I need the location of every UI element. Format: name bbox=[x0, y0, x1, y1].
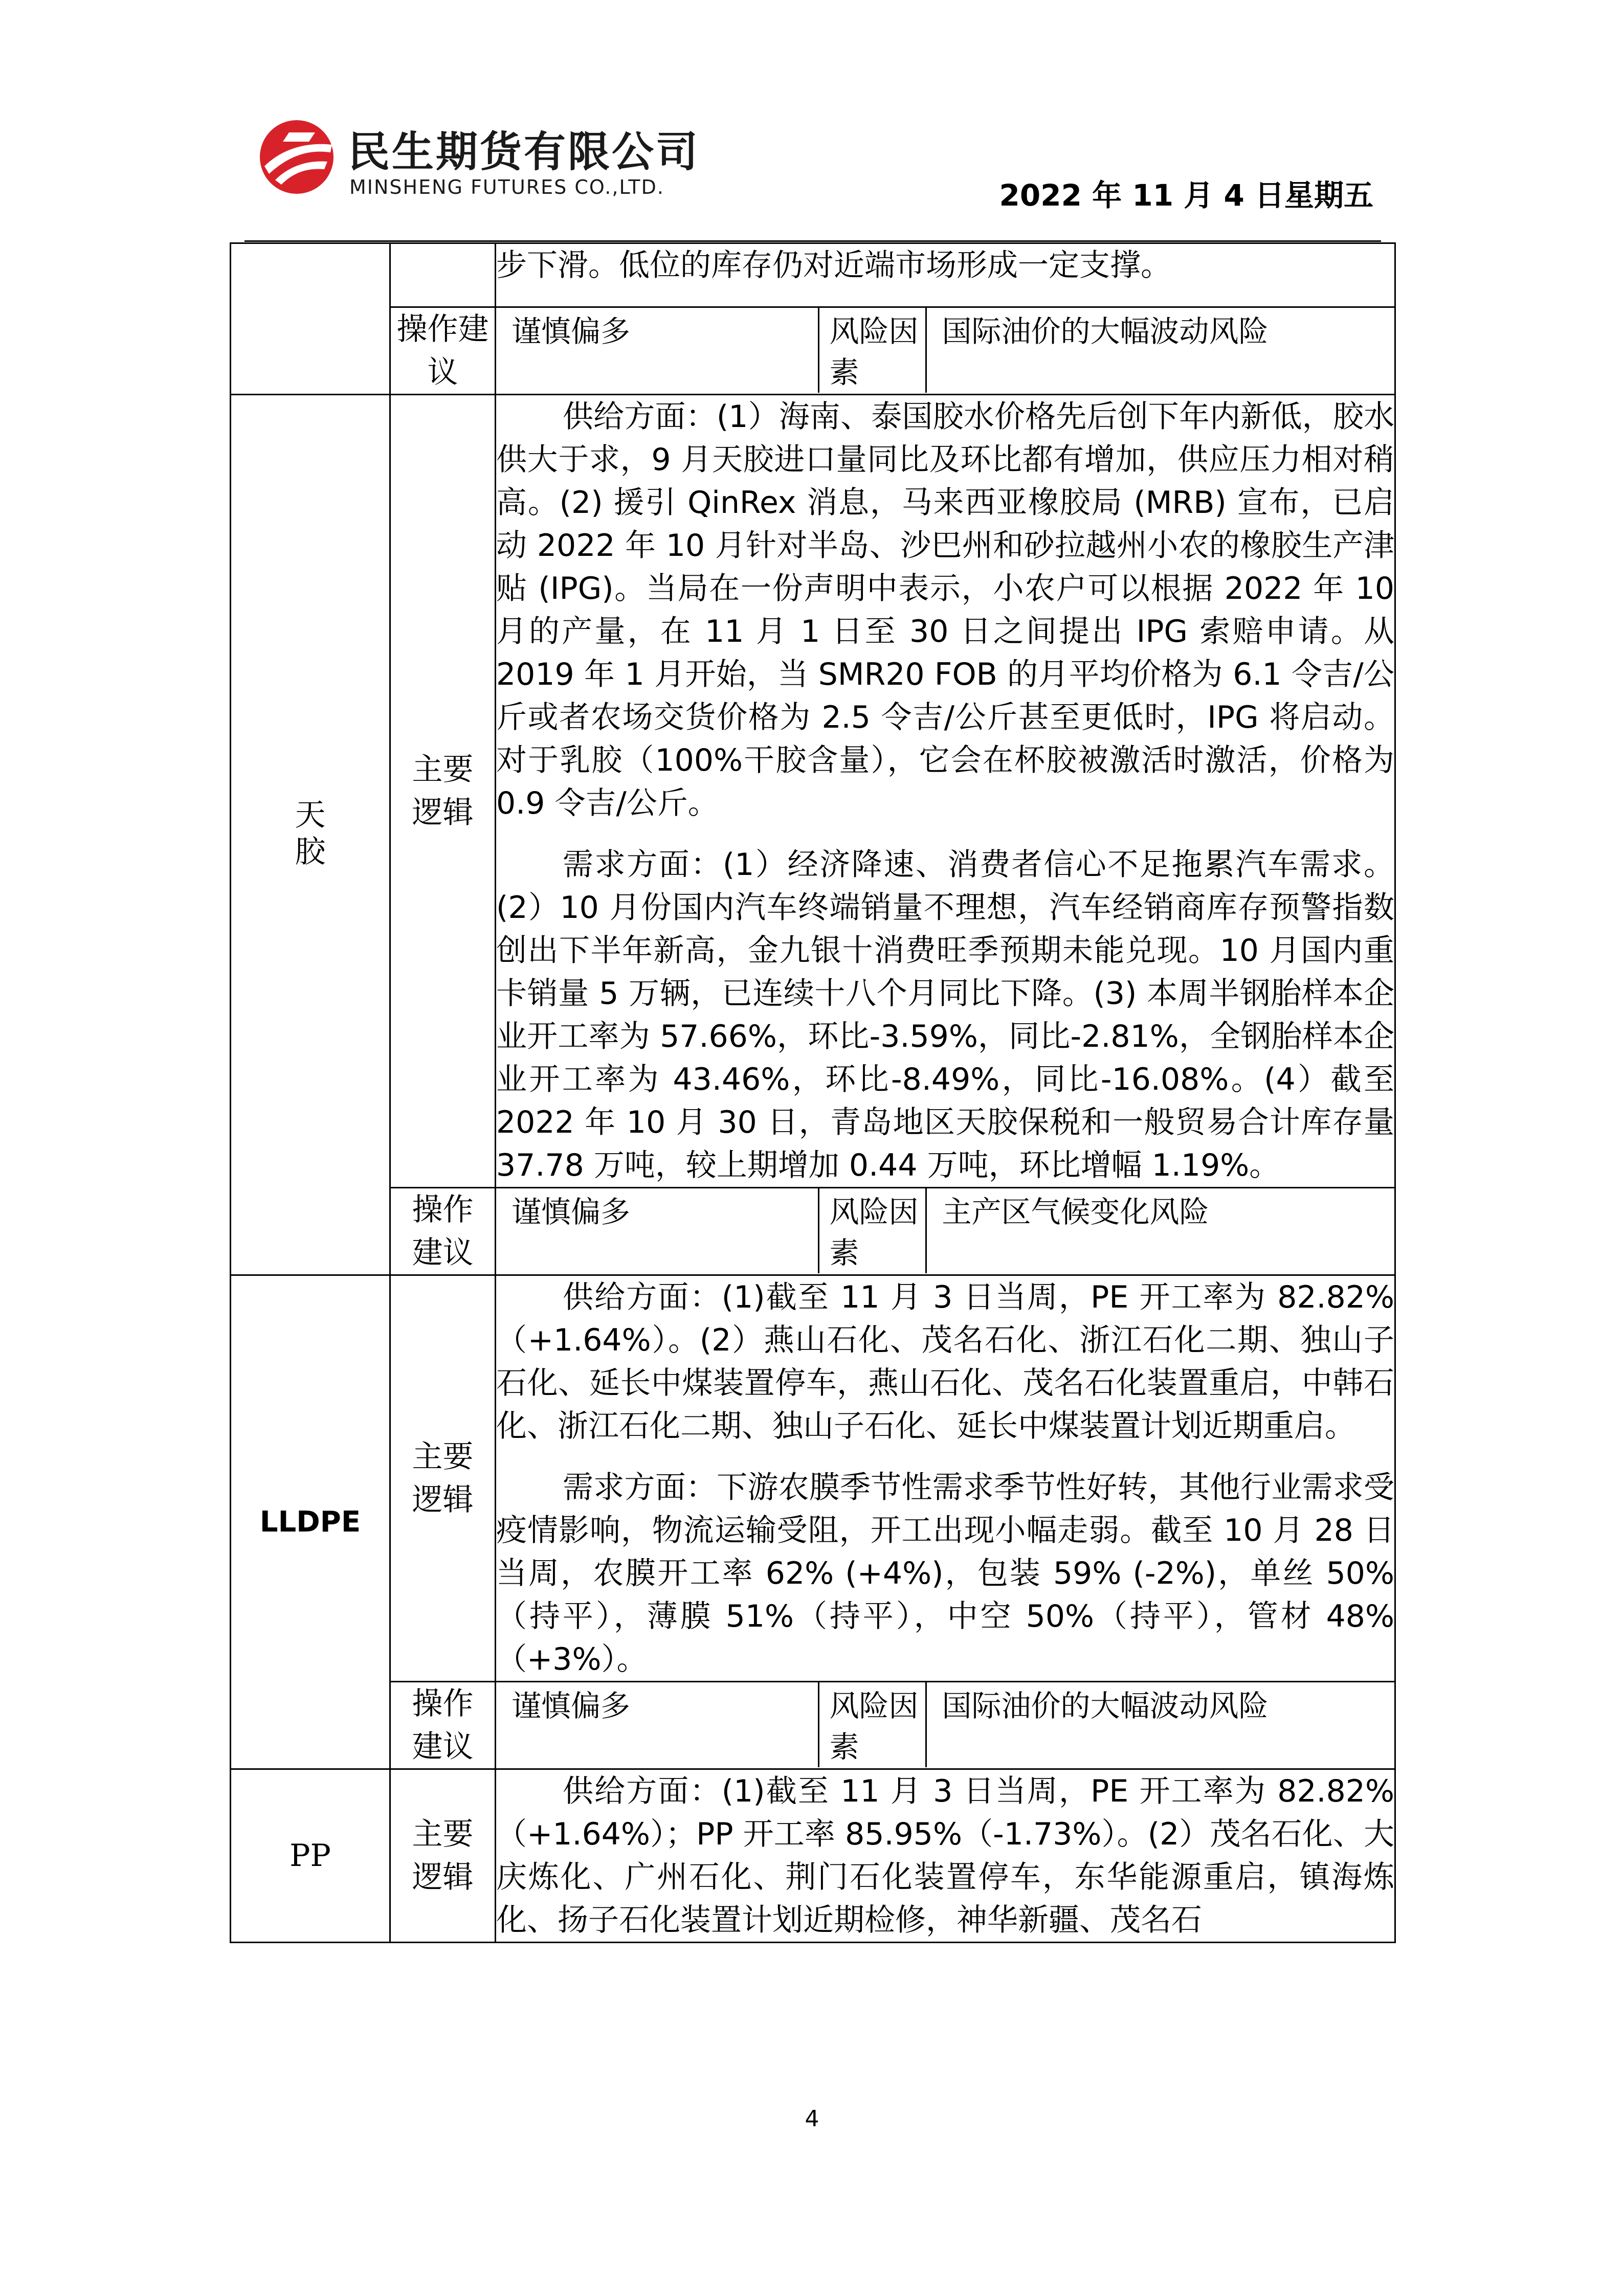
lldpe-logic-cell bbox=[496, 1275, 1395, 1682]
report-date: 2022 年 11 月 4 日星期五 bbox=[999, 178, 1373, 213]
pp-logic-row bbox=[231, 1769, 1395, 1943]
rubber-product-name: 天胶 bbox=[295, 797, 326, 870]
pp-product-cell bbox=[231, 1769, 390, 1943]
pp-product-name: PP bbox=[290, 1838, 331, 1874]
rubber-logic-cell bbox=[496, 395, 1395, 1188]
risk-value: 国际油价的大幅波动风险 bbox=[926, 1682, 1394, 1767]
lldpe-operation-row bbox=[231, 1682, 1395, 1769]
carryover-logic-row bbox=[231, 243, 1395, 307]
main-logic-label: 主要逻辑 bbox=[390, 1275, 496, 1682]
operation-risk-table bbox=[496, 1188, 1394, 1273]
main-logic-label: 主要逻辑 bbox=[390, 395, 496, 1188]
lldpe-product-cell bbox=[231, 1275, 390, 1769]
company-name-en: MINSHENG FUTURES CO.,LTD. bbox=[349, 176, 664, 198]
lldpe-logic-row bbox=[231, 1275, 1395, 1682]
operation-value: 谨慎偏多 bbox=[511, 1195, 631, 1229]
rubber-product-cell bbox=[231, 395, 390, 1275]
pp-logic-cell bbox=[496, 1769, 1395, 1943]
rubber-operation-row bbox=[231, 1188, 1395, 1275]
page-number: 4 bbox=[805, 2106, 819, 2132]
carryover-text: 步下滑。低位的库存仍对近端市场形成一定支撑。 bbox=[496, 247, 1171, 283]
operation-risk-table bbox=[496, 1682, 1394, 1767]
rubber-logic-row bbox=[231, 395, 1395, 1188]
operation-value: 谨慎偏多 bbox=[511, 1689, 631, 1723]
lldpe-product-name: LLDPE bbox=[259, 1505, 361, 1539]
carryover-operation-cell bbox=[496, 307, 1395, 395]
rubber-supply-text: 供给方面：(1）海南、泰国胶水价格先后创下年内新低，胶水供大于求，9 月天胶进口量同比及环比都有增加，供应压力相对稍高。(2) 援引 QinRex 消息，马来西亚橡胶局 (MRB) 宣布，已启动 2022 年 10 月针对半岛、沙巴州和砂拉越州小农的橡胶生产津贴 (IPG)。当局在一份声明中表示，小农户可以根据 2022 年 10 月的产量，在 11 月 1 日至 30 日之间提出 IPG 索赔申请。从 2019 年 1 月开始，当 SMR20 FOB 的月平均价格为 6.1 令吉/公斤或者农场交货价格为 2.5 令吉/公斤甚至更低时，IPG 将启动。对于乳胶（100%干胶含量），它会在杯胶被激活时激活，价格为 0.9 令吉/公斤。 bbox=[496, 399, 1394, 821]
minsheng-logo-icon bbox=[258, 119, 335, 195]
header-divider bbox=[244, 240, 1381, 242]
risk-value: 主产区气候变化风险 bbox=[926, 1188, 1394, 1273]
lldpe-demand-text: 需求方面：下游农膜季节性需求季节性好转，其他行业需求受疫情影响，物流运输受阻，开工出现小幅走弱。截至 10 月 28 日当周，农膜开工率 62% (+4%)，包装 59% (-2%)，单丝 50%（持平），薄膜 51%（持平），中空 50%（持平），管材 48%（+3%）。 bbox=[496, 1470, 1394, 1677]
company-name-cn: 民生期货有限公司 bbox=[348, 128, 700, 176]
rubber-demand-text: 需求方面：(1）经济降速、消费者信心不足拖累汽车需求。(2）10 月份国内汽车终端销量不理想，汽车经销商库存预警指数创出下半年新高，金九银十消费旺季预期未能兑现。10 月国内重卡销量 5 万辆，已连续十八个月同比下降。(3) 本周半钢胎样本企业开工率为 57.66%，环比-3.59%，同比-2.81%，全钢胎样本企业开工率为 43.46%，环比-8.49%，同比-16.08%。(4）截至 2022 年 10 月 30 日，青岛地区天胶保税和一般贸易合计库存量 37.78 万吨，较上期增加 0.44 万吨，环比增幅 1.19%。 bbox=[496, 847, 1394, 1183]
risk-value: 国际油价的大幅波动风险 bbox=[926, 308, 1394, 393]
risk-label: 风险因素 bbox=[818, 1682, 926, 1767]
operation-label: 操作建议 bbox=[390, 1682, 496, 1769]
rubber-operation-cell bbox=[496, 1188, 1395, 1275]
risk-label: 风险因素 bbox=[818, 308, 926, 393]
pp-supply-text: 供给方面：(1)截至 11 月 3 日当周，PE 开工率为 82.82%（+1.64%）；PP 开工率 85.95%（-1.73%）。(2）茂名石化、大庆炼化、广州石化、荆门石化装置停车，东华能源重启，镇海炼化、扬子石化装置计划近期检修，神华新疆、茂名石 bbox=[496, 1773, 1394, 1938]
page-header bbox=[0, 0, 1624, 245]
carryover-product-cell bbox=[231, 243, 390, 395]
commodity-table bbox=[230, 242, 1396, 1943]
carryover-text-cell bbox=[496, 243, 1395, 307]
lldpe-supply-text: 供给方面：(1)截至 11 月 3 日当周，PE 开工率为 82.82%（+1.64%）。(2）燕山石化、茂名石化、浙江石化二期、独山子石化、延长中煤装置停车，燕山石化、茂名石化装置重启，中韩石化、浙江石化二期、独山子石化、延长中煤装置计划近期重启。 bbox=[496, 1279, 1394, 1444]
main-logic-label: 主要逻辑 bbox=[390, 1769, 496, 1943]
lldpe-operation-cell bbox=[496, 1682, 1395, 1769]
carryover-operation-row bbox=[231, 307, 1395, 395]
carryover-label-cell bbox=[390, 243, 496, 307]
risk-label: 风险因素 bbox=[818, 1188, 926, 1273]
operation-label: 操作建议 bbox=[390, 1188, 496, 1275]
company-logo bbox=[258, 119, 739, 206]
operation-label: 操作建议 bbox=[390, 307, 496, 395]
operation-value: 谨慎偏多 bbox=[511, 314, 631, 349]
operation-risk-table bbox=[496, 308, 1394, 393]
